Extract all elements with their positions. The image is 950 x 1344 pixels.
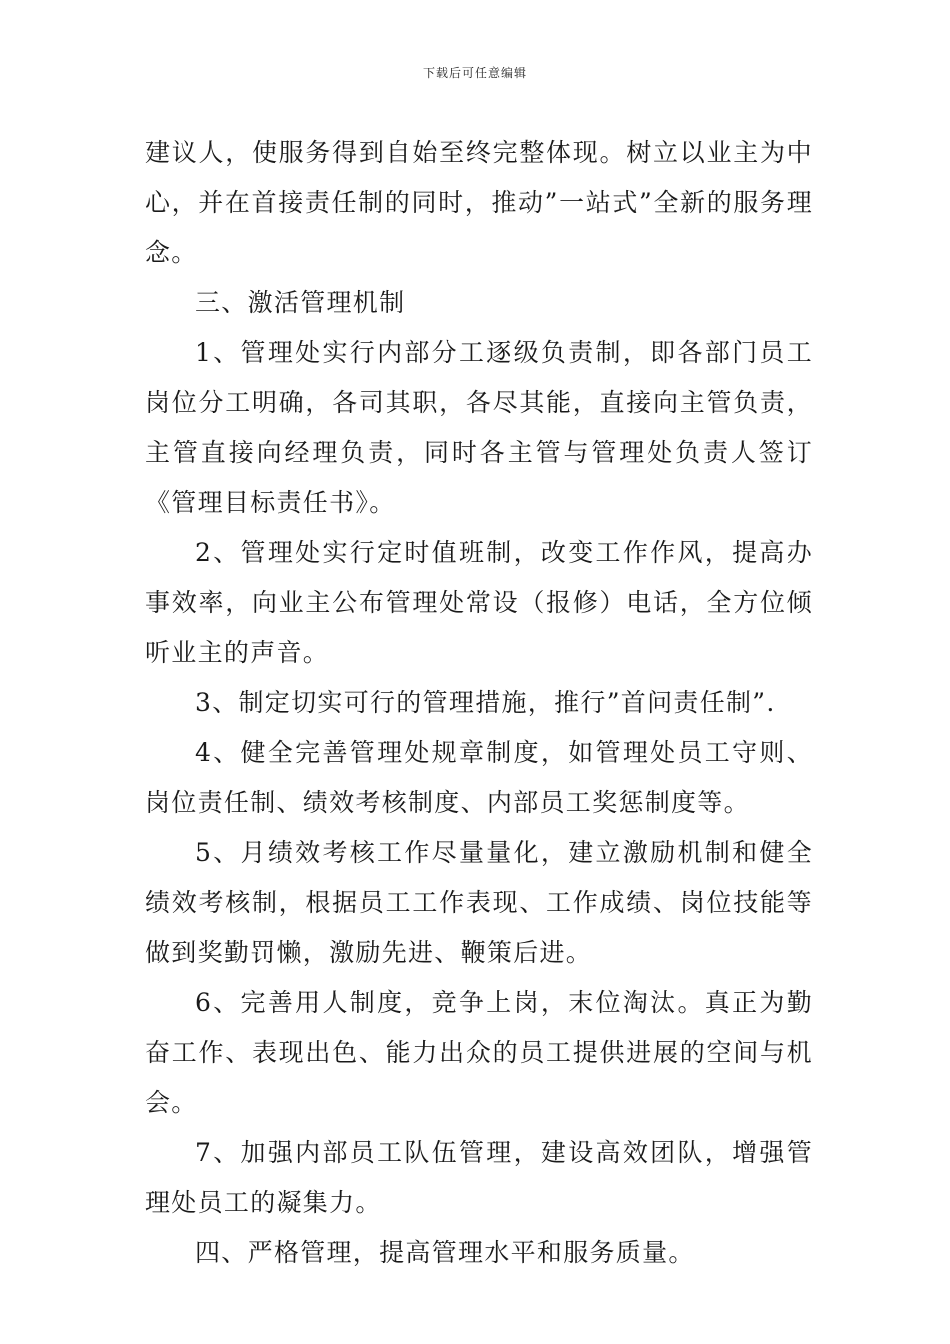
paragraph-item-4: 4、健全完善管理处规章制度，如管理处员工守则、岗位责任制、绩效考核制度、内部员工奖惩制度等。 — [145, 738, 813, 817]
paragraph-item-5: 5、月绩效考核工作尽量量化，建立激励机制和健全绩效考核制，根据员工工作表现、工作成绩、岗位技能等做到奖勤罚懒，激励先进、鞭策后进。 — [145, 838, 813, 967]
paragraph-item-6: 6、完善用人制度，竞争上岗，末位淘汰。真正为勤奋工作、表现出色、能力出众的员工提供进展的空间与机会。 — [145, 988, 813, 1117]
paragraph-item-1: 1、管理处实行内部分工逐级负责制，即各部门员工岗位分工明确，各司其职，各尽其能，直接向主管负责，主管直接向经理负责，同时各主管与管理处负责人签订《管理目标责任书》。 — [145, 338, 813, 517]
paragraph-item-3: 3、制定切实可行的管理措施，推行”首问责任制”. — [195, 688, 776, 717]
paragraph-item-7: 7、加强内部员工队伍管理，建设高效团队，增强管理处员工的凝集力。 — [145, 1138, 813, 1217]
document-body — [145, 128, 813, 1278]
section-heading-4: 四、严格管理，提高管理水平和服务质量。 — [195, 1238, 695, 1267]
section-heading-3: 三、激活管理机制 — [195, 288, 406, 317]
header-note: 下载后可任意编辑 — [422, 66, 527, 80]
paragraph-continuation: 建议人，使服务得到自始至终完整体现。树立以业主为中心，并在首接责任制的同时，推动”一站式”全新的服务理念。 — [145, 138, 813, 267]
paragraph-item-2: 2、管理处实行定时值班制，改变工作作风，提高办事效率，向业主公布管理处常设（报修）电话，全方位倾听业主的声音。 — [145, 538, 813, 667]
